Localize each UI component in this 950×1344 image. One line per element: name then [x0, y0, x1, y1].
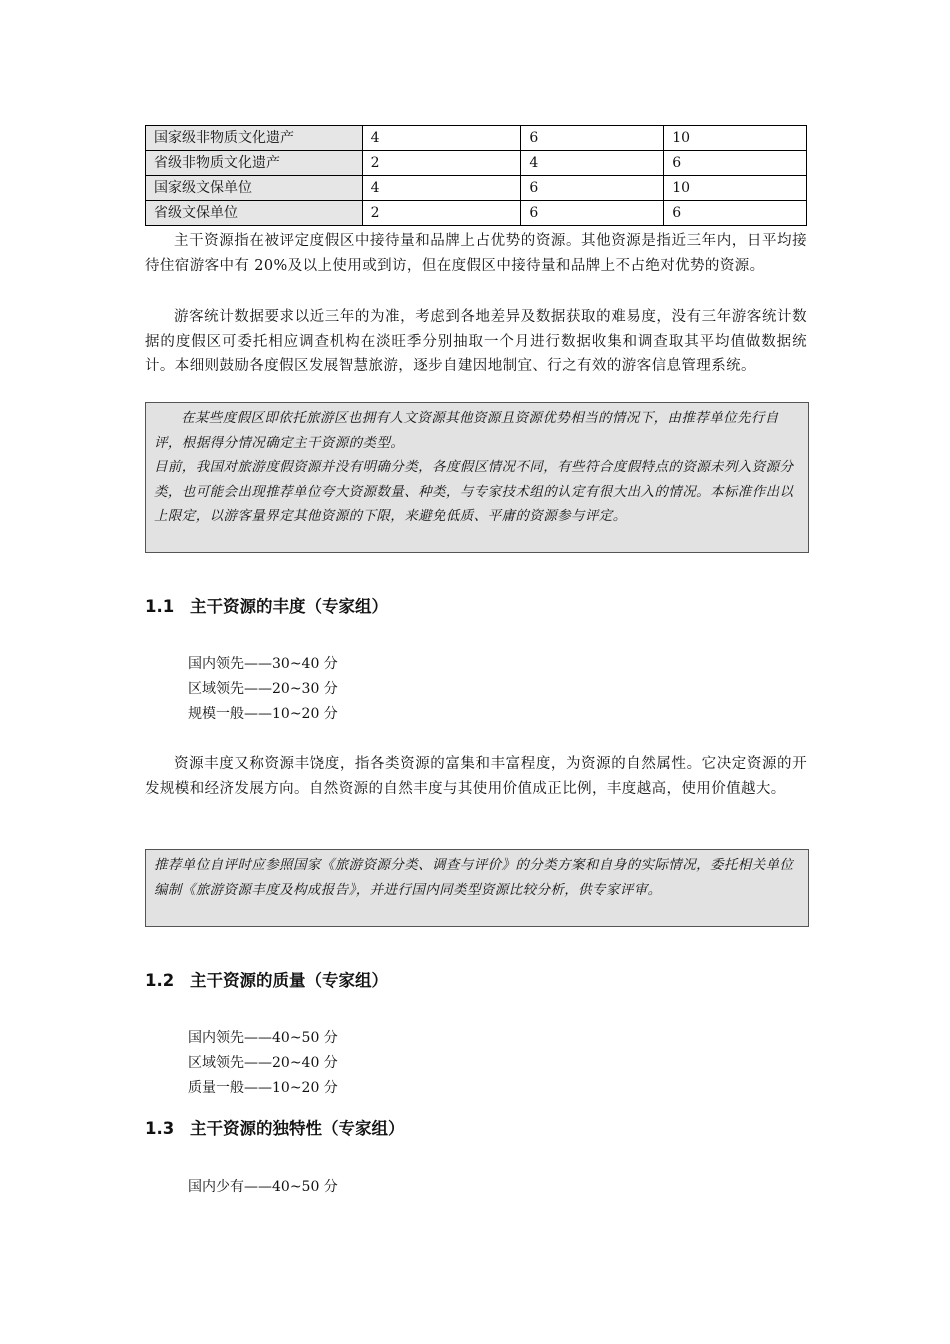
section-title: 主干资源的质量（专家组） — [190, 971, 388, 990]
table-cell-value: 10 — [664, 126, 807, 151]
section-heading-1-1 — [145, 595, 388, 619]
paragraph-visitor-statistics: 游客统计数据要求以近三年的为准，考虑到各地差异及数据获取的难易度，没有三年游客统计数据的度假区可委托相应调查机构在淡旺季分别抽取一个月进行数据收集和调查取其平均值做数据统计。本细则鼓励各度假区发展智慧旅游，逐步自建因地制宜、行之有效的游客信息管理系统。 — [145, 309, 807, 374]
list-item: 区域领先——20~40 分 — [188, 1055, 338, 1071]
section-title: 主干资源的丰度（专家组） — [190, 597, 388, 616]
table-cell-value: 2 — [362, 151, 521, 176]
list-item: 质量一般——10~20 分 — [188, 1080, 338, 1096]
score-list-quality — [188, 1026, 338, 1101]
score-list-abundance — [188, 652, 338, 727]
section-number: 1.1 — [145, 597, 175, 616]
table-row — [146, 176, 807, 201]
score-list-uniqueness — [188, 1175, 338, 1200]
list-item: 规模一般——10~20 分 — [188, 706, 338, 722]
table-cell-value: 6 — [664, 201, 807, 226]
note-text: 在某些度假区即依托旅游区也拥有人文资源其他资源且资源优势相当的情况下，由推荐单位先行自评，根据得分情况确定主干资源的类型。 — [154, 410, 779, 451]
table-cell-category: 国家级文保单位 — [146, 176, 363, 201]
section-title: 主干资源的独特性（专家组） — [190, 1119, 405, 1138]
table-cell-value: 2 — [362, 201, 521, 226]
table-cell-value: 4 — [521, 151, 664, 176]
note-box-main-resource — [145, 402, 809, 553]
paragraph-main-resource-definition: 主干资源指在被评定度假区中接待量和品牌上占优势的资源。其他资源是指近三年内，日平均接待住宿游客中有 20%及以上使用或到访，但在度假区中接待量和品牌上不占绝对优势的资源。 — [145, 233, 807, 274]
table-cell-category: 省级非物质文化遗产 — [146, 151, 363, 176]
list-item: 国内领先——40~50 分 — [188, 1030, 338, 1046]
section-heading-1-3 — [145, 1117, 405, 1141]
table-cell-category: 国家级非物质文化遗产 — [146, 126, 363, 151]
section-number: 1.3 — [145, 1119, 175, 1138]
table-cell-value: 6 — [521, 201, 664, 226]
table-row — [146, 126, 807, 151]
table-cell-value: 10 — [664, 176, 807, 201]
list-item: 区域领先——20~30 分 — [188, 681, 338, 697]
table-cell-value: 4 — [362, 126, 521, 151]
table-row — [146, 201, 807, 226]
paragraph-resource-abundance: 资源丰度又称资源丰饶度，指各类资源的富集和丰富程度，为资源的自然属性。它决定资源的开发规模和经济发展方向。自然资源的自然丰度与其使用价值成正比例，丰度越高，使用价值越大。 — [145, 756, 807, 797]
table-cell-value: 6 — [521, 126, 664, 151]
table-cell-category: 省级文保单位 — [146, 201, 363, 226]
score-table — [145, 125, 807, 226]
note-box-abundance-report — [145, 849, 809, 927]
list-item: 国内少有——40~50 分 — [188, 1179, 338, 1195]
section-number: 1.2 — [145, 971, 175, 990]
table-cell-value: 6 — [521, 176, 664, 201]
note-text: 推荐单位自评时应参照国家《旅游资源分类、调查与评价》的分类方案和自身的实际情况，委托相关单位编制《旅游资源丰度及构成报告》，并进行国内同类型资源比较分析，供专家评审。 — [154, 857, 794, 898]
table-cell-value: 6 — [664, 151, 807, 176]
table-cell-value: 4 — [362, 176, 521, 201]
table-row — [146, 151, 807, 176]
section-heading-1-2 — [145, 969, 388, 993]
note-text: 目前，我国对旅游度假资源并没有明确分类，各度假区情况不同，有些符合度假特点的资源未列入资源分类，也可能会出现推荐单位夸大资源数量、种类，与专家技术组的认定有很大出入的情况。本标准作出以上限定，以游客量界定其他资源的下限，来避免低质、平庸的资源参与评定。 — [154, 459, 794, 524]
list-item: 国内领先——30~40 分 — [188, 656, 338, 672]
